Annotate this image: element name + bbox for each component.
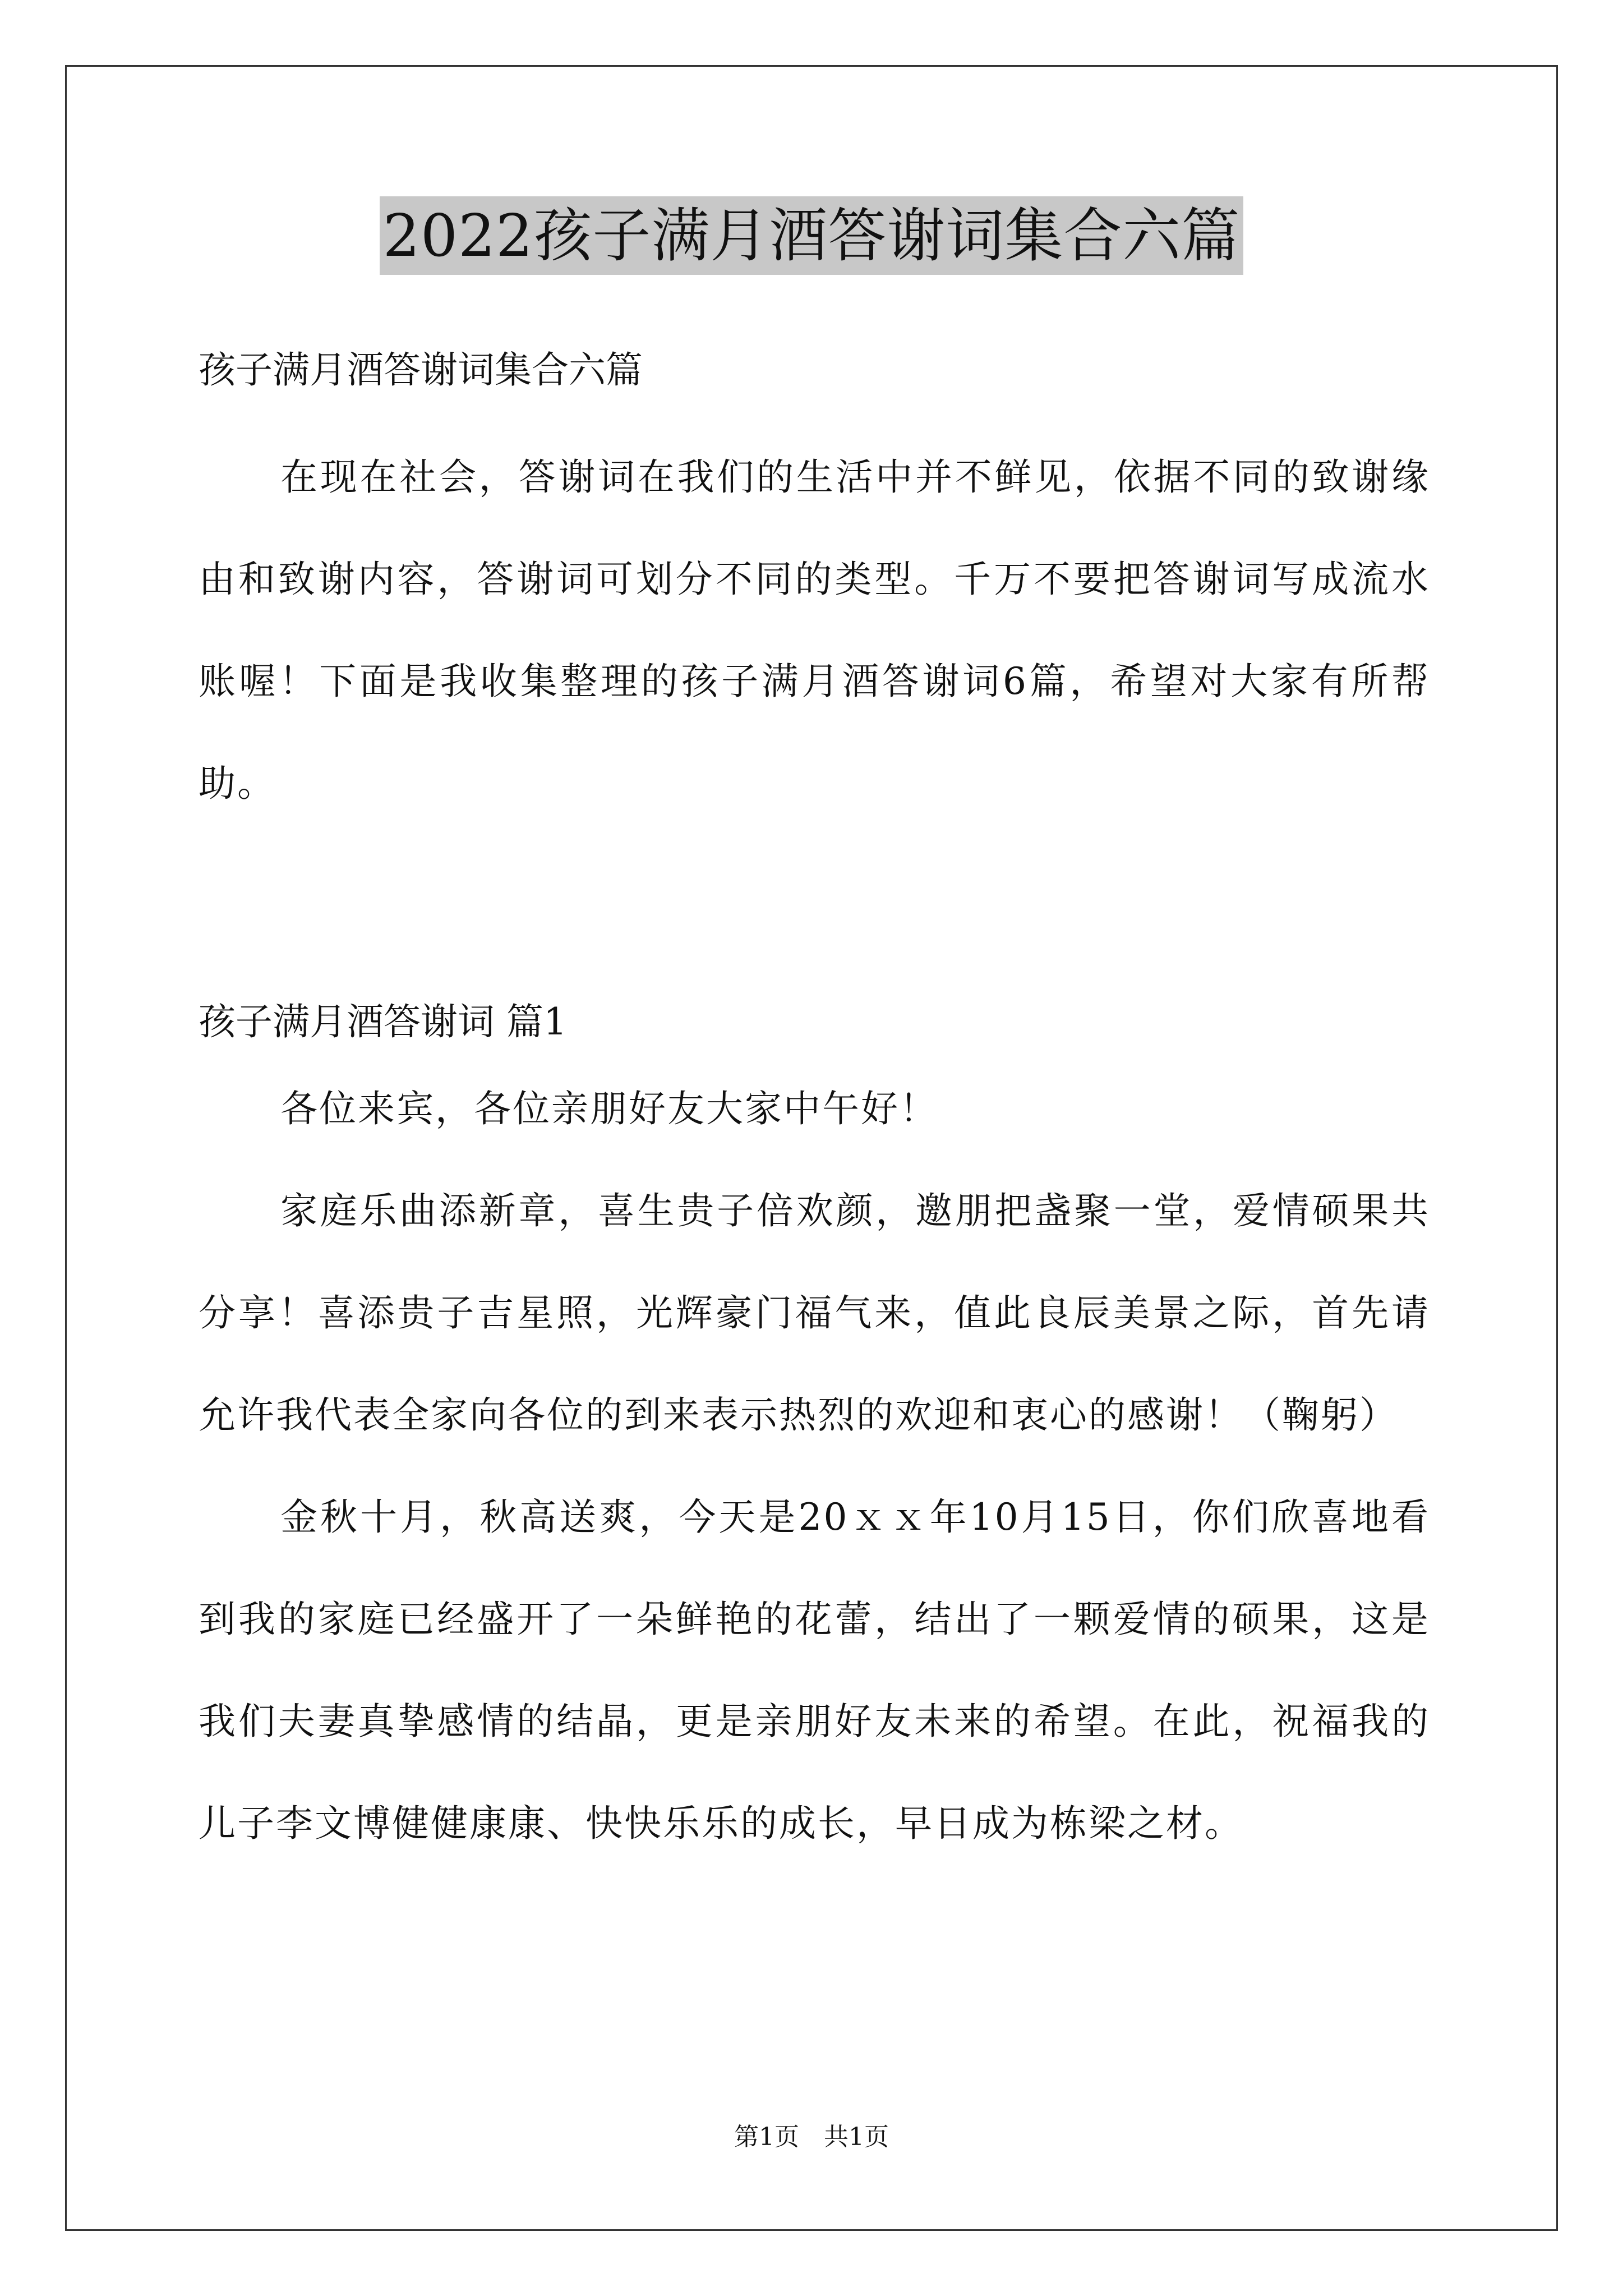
body-paragraph: 金秋十月，秋高送爽，今天是20ｘｘ年10月15日，你们欣喜地看到我的家庭已经盛开了一朵鲜艳的花蕾，结出了一颗爱情的硕果，这是我们夫妻真挚感情的结晶，更是亲朋好友未来的希望。在此，祝福我的儿子李文博健健康康、快快乐乐的成长，早日成为栋梁之材。 <box>199 1496 1430 1845</box>
body-paragraph: 各位来宾，各位亲朋好友大家中午好！ <box>280 1087 938 1130</box>
document-title: 2022孩子满月酒答谢词集合六篇 <box>380 196 1244 275</box>
document-subtitle <box>199 314 1430 426</box>
title-wrap <box>0 196 1623 275</box>
page-footer <box>0 2120 1623 2154</box>
page-number: 第1页 共1页 <box>734 2123 889 2151</box>
body-paragraph: 家庭乐曲添新章，喜生贵子倍欢颜，邀朋把盏聚一堂，爱情硕果共分享！喜添贵子吉星照，光辉豪门福气来，值此良辰美景之际，首先请允许我代表全家向各位的到来表示热烈的欢迎和衷心的感谢！（鞠躬） <box>199 1189 1430 1437</box>
subtitle-text: 孩子满月酒答谢词集合六篇 <box>199 348 643 392</box>
section-heading <box>199 930 1430 1058</box>
section-heading-text: 孩子满月酒答谢词 篇1 <box>199 1000 567 1043</box>
intro-paragraph: 在现在社会，答谢词在我们的生活中并不鲜见，依据不同的致谢缘由和致谢内容，答谢词可划分不同的类型。千万不要把答谢词写成流水账喔！下面是我收集整理的孩子满月酒答谢词6篇，希望对大家有所帮助。 <box>199 455 1430 805</box>
document-body <box>199 314 1430 1875</box>
